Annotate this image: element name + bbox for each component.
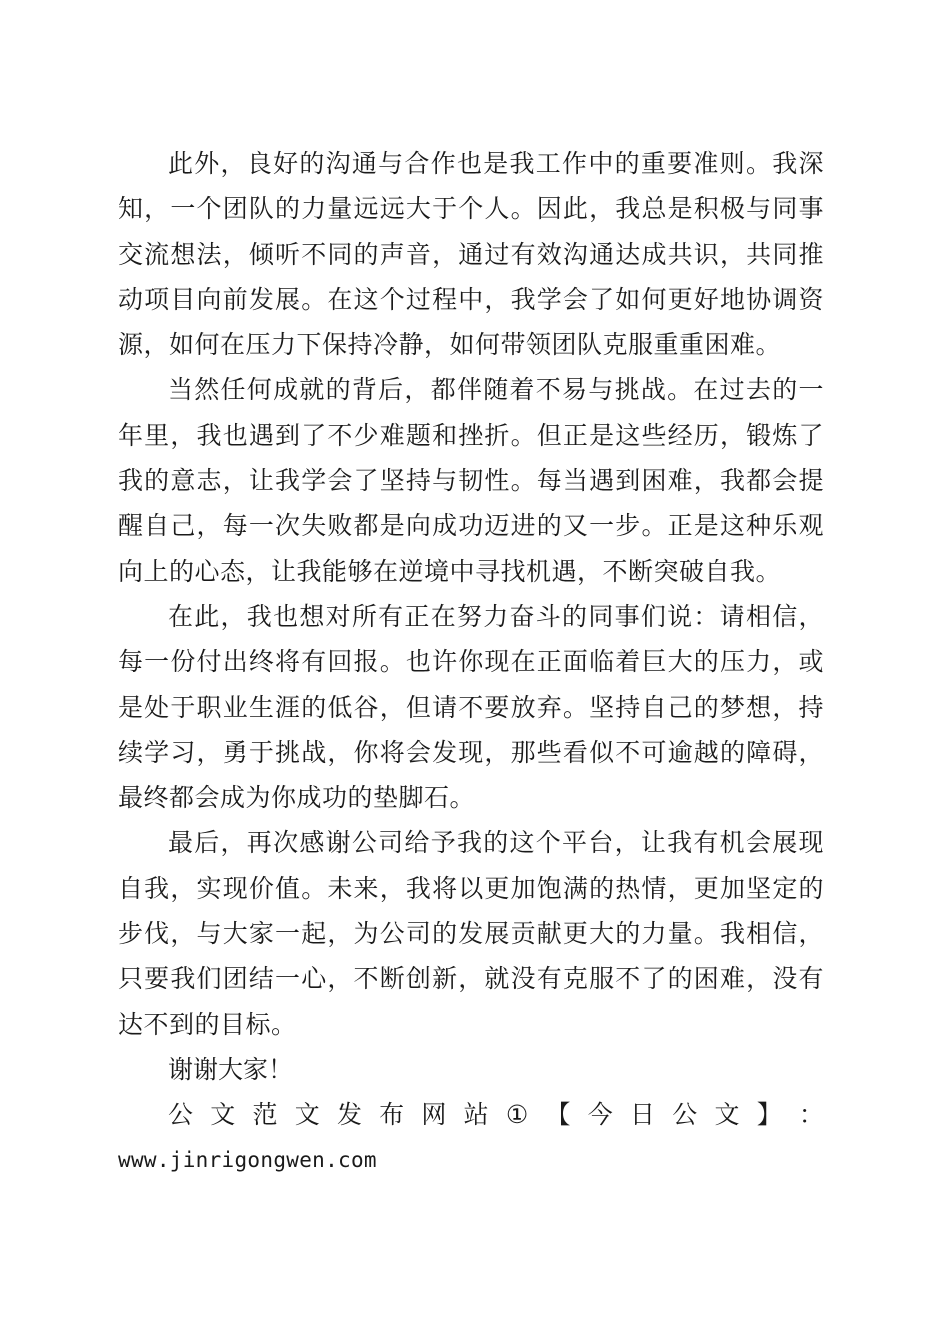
- document-page: [118, 141, 824, 1183]
- footer-char: 网: [421, 1100, 447, 1130]
- footer-char: 公: [168, 1100, 194, 1130]
- footer-source-label: [118, 1092, 824, 1137]
- footer-char: 范: [252, 1100, 278, 1130]
- footer-char: 布: [379, 1100, 405, 1130]
- footer-char: 【: [545, 1100, 571, 1130]
- paragraph-challenges: 当然任何成就的背后，都伴随着不易与挑战。在过去的一年里，我也遇到了不少难题和挫折。但正是这些经历，锻炼了我的意志，让我学会了坚持与韧性。每当遇到困难，我都会提醒自己，每一次失败都是向成功迈进的又一步。正是这种乐观向上的心态，让我能够在逆境中寻找机遇，不断突破自我。: [118, 375, 824, 586]
- footer-char: 文: [294, 1100, 320, 1130]
- thanks-line: 谢谢大家！: [168, 1054, 294, 1084]
- footer-char: 公: [672, 1100, 698, 1130]
- footer-char: 文: [210, 1100, 236, 1130]
- footer-char: 文: [714, 1100, 740, 1130]
- footer-url[interactable]: www.jinrigongwen.com: [118, 1147, 377, 1172]
- paragraph-encouragement: 在此，我也想对所有正在努力奋斗的同事们说：请相信，每一份付出终将有回报。也许你现在正面临着巨大的压力，或是处于职业生涯的低谷，但请不要放弃。坚持自己的梦想，持续学习，勇于挑战，你将会发现，那些看似不可逾越的障碍，最终都会成为你成功的垫脚石。: [118, 601, 824, 813]
- footer-char: 发: [336, 1100, 362, 1130]
- footer-char: ：: [798, 1100, 824, 1130]
- paragraph-closing: 最后，再次感谢公司给予我的这个平台，让我有机会展现自我，实现价值。未来，我将以更加饱满的热情，更加坚定的步伐，与大家一起，为公司的发展贡献更大的力量。我相信，只要我们团结一心，不断创新，就没有克服不了的困难，没有达不到的目标。: [118, 828, 824, 1039]
- paragraph-communication: 此外，良好的沟通与合作也是我工作中的重要准则。我深知，一个团队的力量远远大于个人。因此，我总是积极与同事交流想法，倾听不同的声音，通过有效沟通达成共识，共同推动项目向前发展。在这个过程中，我学会了如何更好地协调资源，如何在压力下保持冷静，如何带领团队克服重重困难。: [118, 149, 824, 360]
- footer-char: 今: [587, 1100, 613, 1130]
- footer-char: 】: [756, 1100, 782, 1130]
- footer-char: ①: [505, 1100, 529, 1130]
- footer-char: 日: [629, 1100, 655, 1130]
- footer-char: 站: [463, 1100, 489, 1130]
